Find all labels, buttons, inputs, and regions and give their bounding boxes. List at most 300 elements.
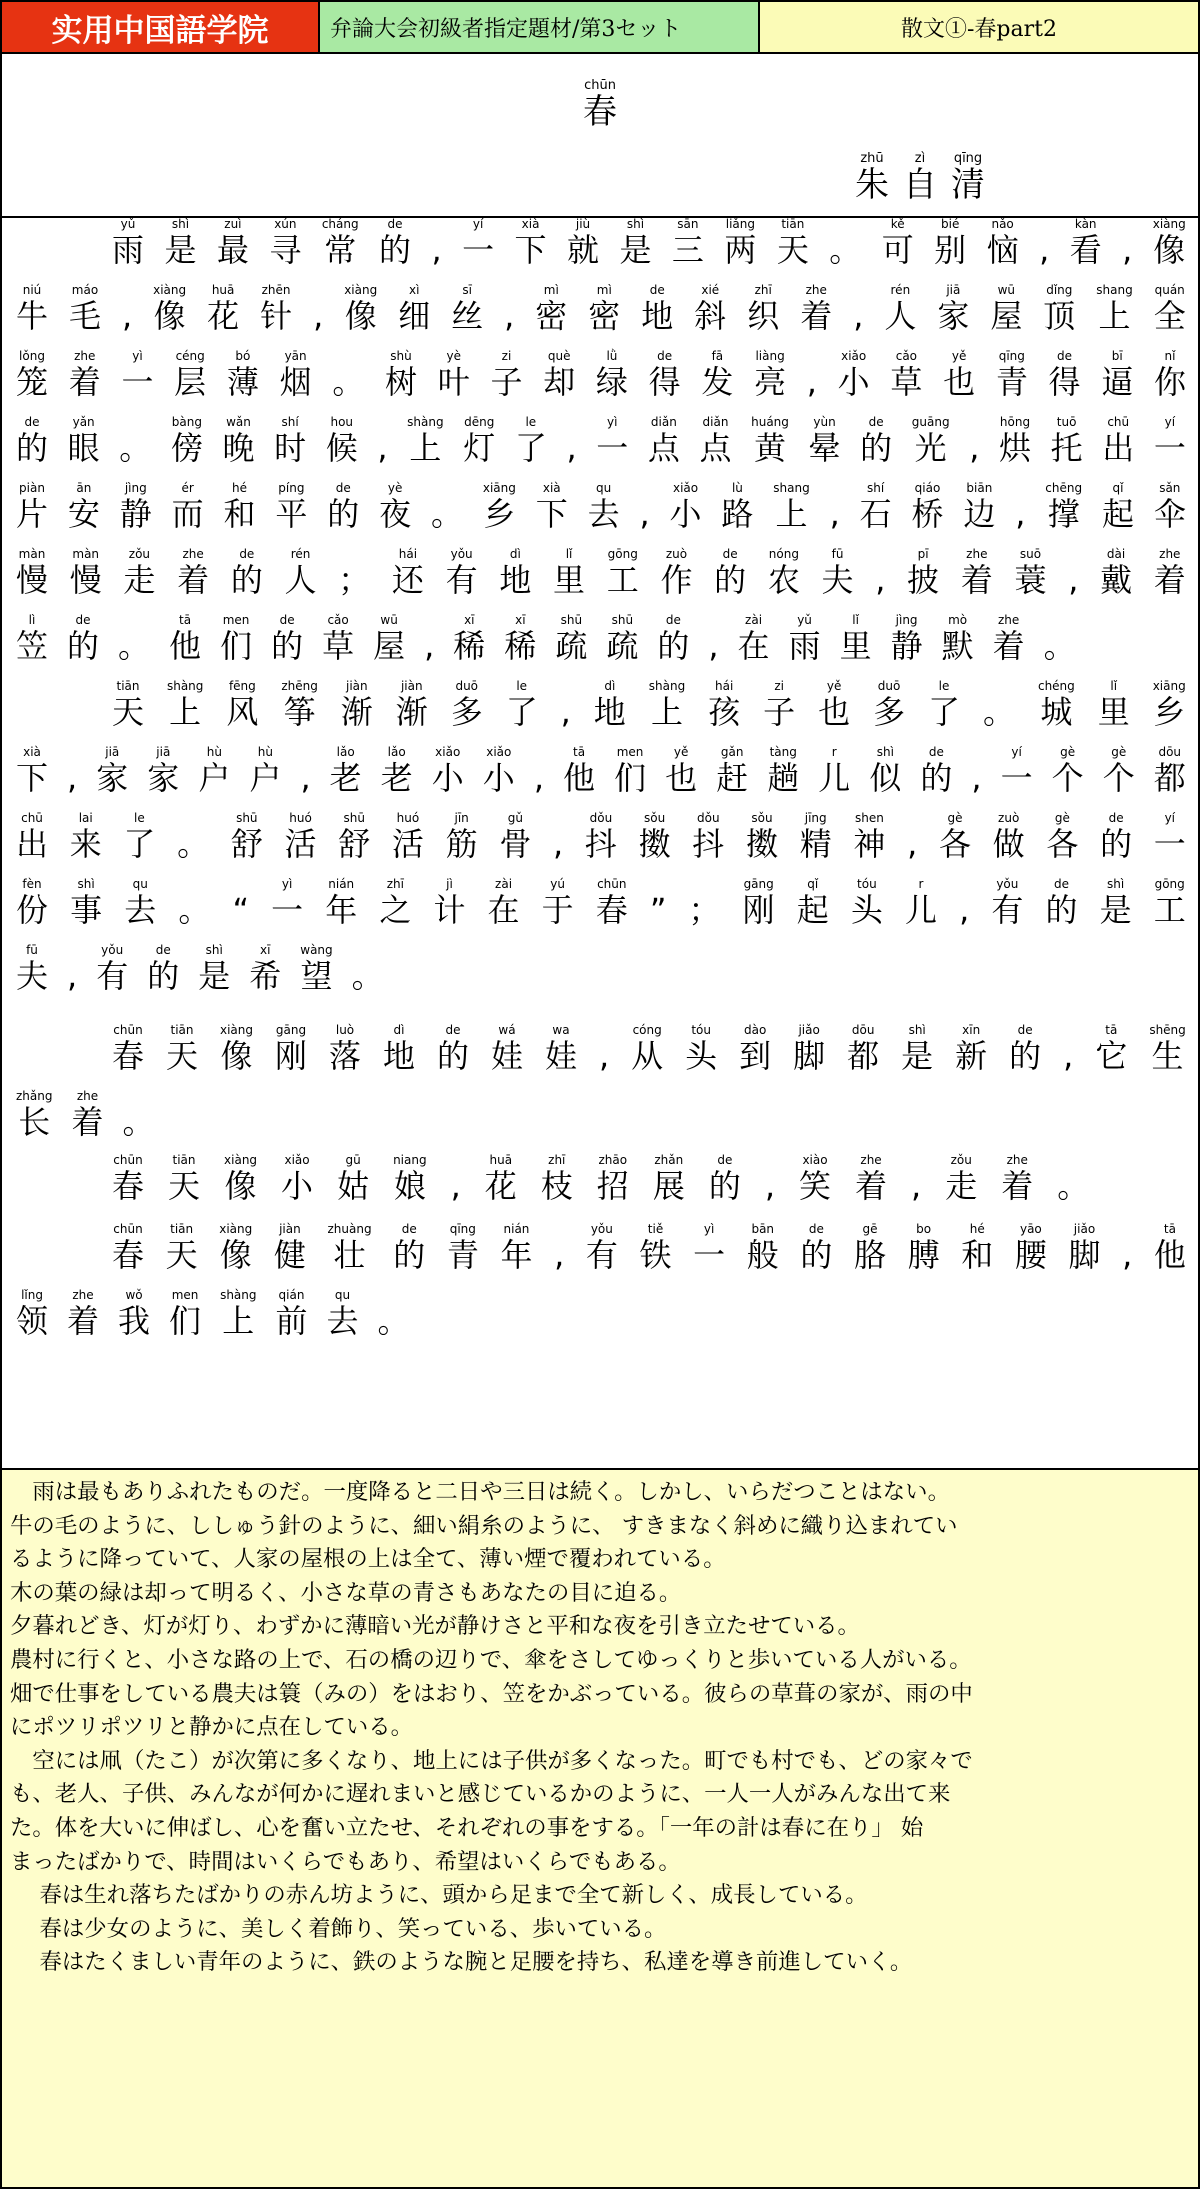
hanzi: 地: [641, 297, 674, 335]
pinyin: jiàn: [345, 679, 368, 693]
hanzi: 去: [124, 891, 157, 929]
ruby-char: [1101, 349, 1133, 411]
hanzi: 像: [344, 297, 377, 335]
hanzi: 稀: [453, 627, 486, 665]
hanzi: 时: [274, 429, 307, 467]
pinyin: le: [516, 679, 528, 693]
hanzi: ,: [554, 1236, 565, 1274]
ruby-char: [337, 1153, 369, 1215]
pinyin: zhe: [76, 1089, 99, 1103]
hanzi: 两: [724, 231, 757, 269]
pinyin: yǒu: [101, 943, 124, 957]
hanzi: 的: [920, 759, 953, 797]
hanzi: 。: [178, 891, 211, 929]
ruby-char: [928, 679, 960, 741]
pinyin: dì: [393, 1023, 405, 1037]
pinyin: tiě: [647, 1222, 664, 1236]
ruby-char: [178, 877, 210, 939]
passage-line: [16, 415, 1186, 477]
hanzi: 着: [71, 1103, 104, 1141]
pinyin: huā: [489, 1153, 513, 1167]
ruby-char: [220, 1288, 256, 1350]
pinyin: duō: [455, 679, 479, 693]
pinyin: suō: [1019, 547, 1042, 561]
hanzi: “: [232, 891, 250, 929]
pinyin: sǒu: [644, 811, 666, 825]
pinyin: xīn: [962, 1023, 981, 1037]
hanzi: 蓑: [1014, 561, 1047, 599]
ruby-char: [1100, 811, 1132, 873]
hanzi: 春: [112, 1236, 145, 1274]
hanzi: ,: [764, 1167, 776, 1205]
pinyin: tiān: [172, 1153, 196, 1167]
ruby-char: [670, 481, 702, 543]
hanzi: 的: [67, 627, 100, 665]
hanzi: 起: [1101, 495, 1134, 533]
pinyin: huó: [289, 811, 312, 825]
pinyin: lǐng: [21, 1288, 43, 1302]
pinyin: shang: [1096, 283, 1133, 297]
hanzi: ,: [431, 231, 442, 269]
hanzi: 清: [951, 165, 985, 205]
pinyin: píng: [278, 481, 305, 495]
pinyin: dài: [1106, 547, 1126, 561]
hanzi: 领: [16, 1302, 49, 1340]
hanzi: 了: [514, 429, 547, 467]
hanzi: 精: [799, 825, 832, 863]
hanzi: 顶: [1043, 297, 1076, 335]
ruby-char: [164, 217, 196, 279]
pinyin: zi: [774, 679, 784, 693]
hanzi: ,: [450, 1167, 461, 1205]
pinyin: nián: [328, 877, 355, 891]
pinyin: zhī: [548, 1153, 566, 1167]
pinyin: yí: [1164, 415, 1176, 429]
pinyin: wū: [997, 283, 1016, 297]
hanzi: 户: [198, 759, 231, 797]
hanzi: ,: [67, 759, 78, 797]
ruby-char: [198, 943, 230, 1005]
ruby-char: [325, 877, 357, 939]
hanzi: ,: [853, 297, 864, 335]
hanzi: 走: [945, 1167, 978, 1205]
hanzi: 着: [68, 363, 101, 401]
hanzi: 伞: [1153, 495, 1186, 533]
pinyin: shì: [876, 745, 894, 759]
pinyin: r: [831, 745, 837, 759]
pinyin: hé: [969, 1222, 985, 1236]
ruby-char: [377, 415, 387, 477]
ruby-char: [271, 877, 303, 939]
ruby-char: [869, 745, 901, 807]
hanzi: 筝: [283, 693, 316, 731]
ruby-char: [1154, 811, 1186, 873]
course-title: 弁論大会初級者指定題材/第3セット: [320, 2, 760, 52]
hanzi: ；: [688, 891, 721, 929]
ruby-char: [553, 547, 585, 609]
ruby-char: [860, 481, 892, 543]
pinyin: tiān: [170, 1222, 194, 1236]
hanzi: 小: [837, 363, 870, 401]
pinyin: de: [387, 217, 403, 231]
passage-line: [112, 1023, 1186, 1085]
ruby-char: [606, 613, 638, 675]
passage-line: [16, 1089, 1186, 1151]
ruby-char: [1015, 547, 1047, 609]
ruby-char: [920, 745, 952, 807]
hanzi: 家: [96, 759, 129, 797]
pinyin: què: [547, 349, 571, 363]
pinyin: zǒu: [950, 1153, 972, 1167]
pinyin: bàng: [171, 415, 202, 429]
hanzi: 风: [226, 693, 259, 731]
hanzi: 新: [955, 1037, 988, 1075]
translation-line: 春は生れ落ちたばかりの赤ん坊ように、頭から足まで全て新しく、成長している。: [10, 1882, 868, 1909]
hanzi: 夜: [379, 495, 412, 533]
hanzi: 人: [284, 561, 317, 599]
hanzi: 儿: [904, 891, 937, 929]
ruby-char: [433, 877, 465, 939]
ruby-char: [716, 745, 748, 807]
pinyin: zhe: [1159, 547, 1181, 561]
ruby-char: [373, 613, 405, 675]
ruby-char: [822, 547, 854, 609]
hanzi: 上: [775, 495, 808, 533]
pinyin: yì: [607, 415, 618, 429]
passage-line: [112, 1222, 1186, 1284]
pinyin: jiā: [946, 283, 961, 297]
hanzi: 雨: [112, 231, 145, 269]
translation-line: も、老人、子供、みんなが何かに遅れまいと感じているかのように、一人一人がみんな出て来: [10, 1781, 951, 1808]
hanzi: 疏: [555, 627, 588, 665]
hanzi: 有: [585, 1236, 618, 1274]
pinyin: gōng: [607, 547, 638, 561]
pinyin: zuì: [224, 217, 242, 231]
ruby-char: [1052, 745, 1084, 807]
ruby-char: [118, 613, 150, 675]
japanese-translation: [2, 1468, 1198, 2187]
ruby-char: [338, 547, 370, 609]
pinyin: jiā: [105, 745, 120, 759]
ruby-char: [993, 613, 1025, 675]
hanzi: ,: [639, 495, 650, 533]
author-char: [944, 152, 992, 204]
ruby-char: [840, 613, 872, 675]
hanzi: 斜: [694, 297, 727, 335]
hanzi: 地: [383, 1037, 416, 1075]
hanzi: 的: [860, 429, 893, 467]
hanzi: 织: [747, 297, 780, 335]
pinyin: xiàng: [220, 1023, 254, 1037]
ruby-char: [1043, 283, 1075, 345]
hanzi: 密: [535, 297, 568, 335]
pinyin: yǔ: [120, 217, 136, 231]
pinyin: zhēn: [261, 283, 291, 297]
ruby-char: [959, 877, 969, 939]
pinyin: shì: [1106, 877, 1125, 891]
ruby-char: [491, 1023, 523, 1085]
ruby-char: [281, 1153, 313, 1215]
hanzi: 在: [737, 627, 770, 665]
ruby-char: [693, 1222, 725, 1284]
hanzi: 针: [260, 297, 293, 335]
hanzi: 的: [657, 627, 690, 665]
pinyin: yè: [446, 349, 461, 363]
ruby-char: [232, 877, 249, 939]
hanzi: 一: [1153, 825, 1186, 863]
hanzi: 牛: [16, 297, 49, 335]
ruby-char: [112, 217, 144, 279]
hanzi: 抖: [692, 825, 725, 863]
ruby-char: [999, 415, 1031, 477]
pinyin: nián: [503, 1222, 530, 1236]
hanzi: 。: [119, 429, 152, 467]
hanzi: 子: [763, 693, 796, 731]
ruby-char: [830, 481, 840, 543]
pinyin: gōng: [1154, 877, 1185, 891]
ruby-char: [990, 283, 1022, 345]
hanzi: 他: [169, 627, 202, 665]
pinyin: xiào: [802, 1153, 828, 1167]
pinyin: wa: [552, 1023, 570, 1037]
pinyin: zhū: [860, 151, 884, 166]
ruby-char: [599, 1023, 609, 1085]
pinyin: chūn: [113, 1222, 143, 1236]
hanzi: 的: [714, 561, 747, 599]
hanzi: 自: [903, 165, 937, 205]
pinyin: pī: [917, 547, 929, 561]
ruby-char: [911, 1153, 921, 1215]
pinyin: yí: [472, 217, 484, 231]
ruby-char: [260, 283, 292, 345]
hanzi: 的: [230, 561, 263, 599]
hanzi: ,: [504, 297, 515, 335]
ruby-char: [198, 745, 230, 807]
hanzi: 来: [69, 825, 102, 863]
ruby-char: [169, 1288, 201, 1350]
hanzi: 赶: [716, 759, 749, 797]
ruby-char: [231, 547, 263, 609]
hanzi: 筋: [445, 825, 478, 863]
pinyin: huā: [211, 283, 235, 297]
hanzi: 春: [112, 1037, 145, 1075]
hanzi: ,: [566, 429, 577, 467]
ruby-char: [112, 1153, 144, 1215]
pinyin: bān: [751, 1222, 775, 1236]
ruby-char: [462, 217, 494, 279]
hanzi: 像: [1153, 231, 1186, 269]
ruby-char: [838, 349, 870, 411]
hanzi: 下: [514, 231, 547, 269]
pinyin: zài: [495, 877, 513, 891]
hanzi: 天: [776, 231, 809, 269]
hanzi: 静: [119, 495, 152, 533]
author-char: [896, 152, 944, 204]
pinyin: wǒ: [125, 1288, 143, 1302]
pinyin: tóu: [857, 877, 877, 891]
hanzi: 三: [671, 231, 704, 269]
hanzi: 发: [701, 363, 734, 401]
pinyin: de: [279, 613, 295, 627]
ruby-char: [639, 811, 671, 873]
pinyin: xiàng: [153, 283, 187, 297]
translation-line: 空には凧（たこ）が次第に多くなり、地上には子供が多くなった。町でも村でも、どの家々で: [10, 1747, 973, 1774]
hanzi: 笑: [799, 1167, 832, 1205]
ruby-char: [799, 1153, 831, 1215]
ruby-char: [853, 811, 885, 873]
pinyin: zi: [501, 349, 512, 363]
ruby-char: [16, 811, 48, 873]
pinyin: de: [657, 349, 673, 363]
pinyin: zhuàng: [327, 1222, 372, 1236]
hanzi: 。: [122, 1103, 155, 1141]
pinyin: dōu: [851, 1023, 875, 1037]
ruby-char: [167, 679, 203, 741]
ruby-char: [16, 877, 48, 939]
pinyin: wǎn: [226, 415, 251, 429]
hanzi: 桥: [911, 495, 944, 533]
hanzi: 灯: [463, 429, 496, 467]
hanzi: 脚: [1068, 1236, 1101, 1274]
hanzi: 他: [1153, 1236, 1186, 1274]
pinyin: shí: [867, 481, 885, 495]
ruby-char: [16, 1288, 48, 1350]
ruby-char: [961, 1222, 993, 1284]
pinyin: tā: [1105, 1023, 1118, 1037]
hanzi: 腰: [1014, 1236, 1047, 1274]
pinyin: yí: [1011, 745, 1022, 759]
pinyin: qu: [596, 481, 612, 495]
hanzi: 路: [721, 495, 754, 533]
ruby-char: [327, 1288, 359, 1350]
pinyin: xiàng: [1152, 217, 1186, 231]
ruby-char: [174, 349, 206, 411]
pinyin: zhī: [386, 877, 404, 891]
hanzi: 展: [652, 1167, 685, 1205]
pinyin: cóng: [632, 1023, 662, 1037]
hanzi: 儿: [818, 759, 851, 797]
hanzi: 地: [593, 693, 626, 731]
translation-line: にポツリポツリと静かに点在している。: [10, 1714, 414, 1741]
ruby-char: [768, 547, 800, 609]
ruby-char: [901, 1023, 933, 1085]
passage-line: [16, 745, 1186, 807]
hanzi: 生: [1151, 1037, 1184, 1075]
hanzi: 。: [431, 495, 464, 533]
ruby-char: [1149, 1023, 1185, 1085]
ruby-char: [873, 679, 905, 741]
hanzi: 的: [327, 495, 360, 533]
pinyin: wá: [498, 1023, 516, 1037]
hanzi: 老: [380, 759, 413, 797]
hanzi: 姑: [337, 1167, 370, 1205]
hanzi: ,: [1039, 231, 1050, 269]
ruby-char: [463, 415, 495, 477]
pinyin: shàng: [407, 415, 444, 429]
ruby-char: [16, 481, 48, 543]
translation-line: 木の葉の緑は却って明るく、小さな草の青さもあなたの目に迫る。: [10, 1579, 682, 1606]
translation-line: た。体を大いに伸ばし、心を奮い立たせ、それぞれの事をする。「一年の計は春に在り」 始: [10, 1814, 924, 1841]
ruby-char: [207, 283, 239, 345]
hanzi: 望: [300, 957, 333, 995]
pinyin: dōu: [1158, 745, 1182, 759]
pinyin: nǐ: [1164, 349, 1176, 363]
pinyin: guāng: [911, 415, 950, 429]
hanzi: 常: [324, 231, 357, 269]
pinyin: bó: [235, 349, 251, 363]
ruby-char: [285, 811, 317, 873]
pinyin: le: [938, 679, 950, 693]
hanzi: 地: [499, 561, 532, 599]
hanzi: 乡: [483, 495, 516, 533]
ruby-char: [147, 943, 179, 1005]
hanzi: 着: [960, 561, 993, 599]
hanzi: 抖: [584, 825, 617, 863]
pinyin: fēng: [228, 679, 256, 693]
ruby-char: [451, 1153, 461, 1215]
ruby-char: [597, 1153, 629, 1215]
hanzi: 夫: [16, 957, 49, 995]
hanzi: 着: [800, 297, 833, 335]
ruby-char: [483, 481, 516, 543]
ruby-char: [326, 415, 358, 477]
pinyin: fū: [831, 547, 844, 561]
hanzi: 和: [961, 1236, 994, 1274]
ruby-char: [1015, 1222, 1047, 1284]
pinyin: chūn: [597, 877, 627, 891]
hanzi: 。: [377, 1302, 410, 1340]
hanzi: 看: [1069, 231, 1102, 269]
hanzi: 似: [869, 759, 902, 797]
ruby-char: [714, 547, 746, 609]
pinyin: lǎo: [387, 745, 406, 759]
ruby-char: [385, 349, 417, 411]
pinyin: lǜ: [606, 349, 618, 363]
hanzi: 脚: [793, 1037, 826, 1075]
ruby-char: [708, 679, 740, 741]
pinyin: duō: [877, 679, 901, 693]
ruby-char: [543, 349, 575, 411]
pinyin: gè: [1054, 811, 1070, 825]
hanzi: 城: [1040, 693, 1073, 731]
ruby-char: [168, 1153, 200, 1215]
hanzi: 长: [18, 1103, 51, 1141]
pinyin: shì: [626, 217, 645, 231]
pinyin: màn: [18, 547, 46, 561]
ruby-char: [124, 877, 156, 939]
pinyin: yùn: [813, 415, 836, 429]
hanzi: 亮: [754, 363, 787, 401]
hanzi: 得: [648, 363, 681, 401]
ruby-char: [1154, 415, 1186, 477]
ruby-char: [67, 1288, 99, 1350]
hanzi: 黄: [754, 429, 787, 467]
ruby-char: [393, 1222, 425, 1284]
translation-line: 農村に行くと、小さな路の上で、石の橋の辺りで、傘をさしてゆっくりと歩いている人がいる。: [10, 1646, 972, 1673]
hanzi: 娃: [491, 1037, 524, 1075]
title-hanzi: 春: [583, 92, 617, 132]
ruby-char: [1122, 1222, 1132, 1284]
pinyin: xī: [464, 613, 475, 627]
pinyin: zhǎng: [16, 1089, 53, 1103]
ruby-char: [971, 745, 981, 807]
pinyin: niang: [393, 1153, 427, 1167]
ruby-char: [648, 415, 680, 477]
hanzi: 。: [177, 825, 210, 863]
ruby-char: [955, 1023, 987, 1085]
pinyin: bī: [1111, 349, 1123, 363]
ruby-char: [694, 283, 726, 345]
